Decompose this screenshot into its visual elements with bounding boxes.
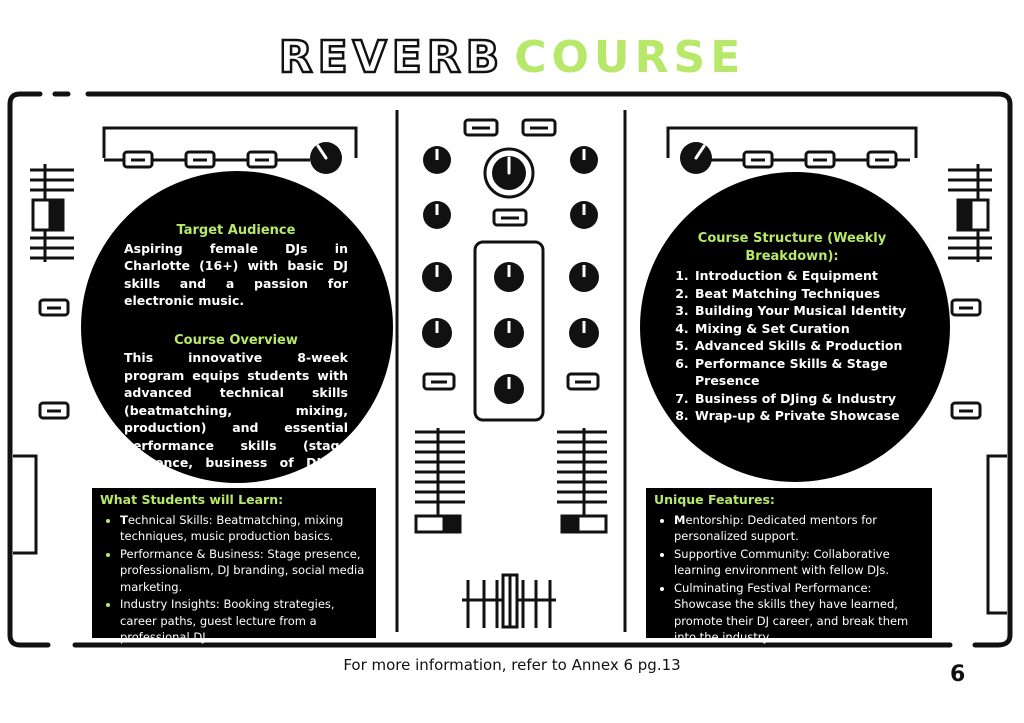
title-reverb: REVERB <box>278 32 505 83</box>
crossfader <box>462 575 556 628</box>
course-overview-heading: Course Overview <box>174 332 298 348</box>
right-deck-knob <box>680 142 712 174</box>
unique-heading: Unique Features: <box>654 492 775 507</box>
left-pitch-fader <box>30 164 74 262</box>
week-item: 5. Advanced Skills & Production <box>693 337 908 355</box>
footer-note: For more information, refer to Annex 6 pg.13 <box>343 656 681 674</box>
target-audience-heading: Target Audience <box>176 223 296 238</box>
unique-item: • Mentorship: Dedicated mentors for personalized support. <box>674 512 924 545</box>
week-item: 6. Performance Skills & Stage Presence <box>693 355 908 390</box>
right-edge-panel <box>988 456 1007 613</box>
week-item: 7. Business of DJing & Industry <box>693 390 908 408</box>
week-item: 2. Beat Matching Techniques <box>693 285 908 303</box>
learn-item: • Industry Insights: Booking strategies, career paths, guest lecture from a professional DJ. <box>120 596 368 646</box>
target-audience-text: Aspiring female DJs in Charlotte (16+) with basic DJ skills and a passion for electronic music. <box>124 240 348 308</box>
title-course: COURSE <box>514 32 746 83</box>
week-item: 4. Mixing & Set Curation <box>693 320 908 338</box>
course-structure-heading: Course Structure (Weekly Breakdown): <box>697 231 887 264</box>
learn-item: • Technical Skills: Beatmatching, mixing techniques, music production basics. <box>120 512 368 545</box>
unique-item: • Supportive Community: Collaborative learning environment with fellow DJs. <box>674 546 924 579</box>
left-channel-fader <box>415 428 465 532</box>
weekly-list <box>676 267 908 425</box>
right-channel-fader <box>557 428 607 532</box>
learn-heading: What Students will Learn: <box>100 492 284 507</box>
left-edge-panel <box>13 456 36 553</box>
right-circle-content <box>676 230 908 425</box>
course-overview-text: This innovative 8-week program equips students with advanced technical skills (beatmatching, mixing, production) and essential performance skills (stage presence, business of DJing, etc). <box>124 350 348 488</box>
page-number: 6 <box>950 662 966 687</box>
week-item: 1. Introduction & Equipment <box>693 267 908 285</box>
left-button-row <box>104 152 310 167</box>
master-knob <box>485 149 533 197</box>
unique-features-box <box>646 488 932 644</box>
left-deck-knob <box>310 142 342 174</box>
frame-left-bracket <box>10 94 48 645</box>
left-circle-content <box>124 222 348 489</box>
learn-item: • Performance & Business: Stage presence, professionalism, DJ branding, social media marketing. <box>120 546 368 596</box>
right-pitch-fader <box>948 164 992 262</box>
week-item: 3. Building Your Musical Identity <box>693 302 908 320</box>
what-students-will-learn-box <box>92 488 376 644</box>
week-item: 8. Wrap-up & Private Showcase <box>693 407 908 425</box>
right-button-row <box>710 152 910 167</box>
unique-item: • Culminating Festival Performance: Showcase the skills they have learned, promote their DJ career, and break them into the industry. <box>674 580 924 646</box>
